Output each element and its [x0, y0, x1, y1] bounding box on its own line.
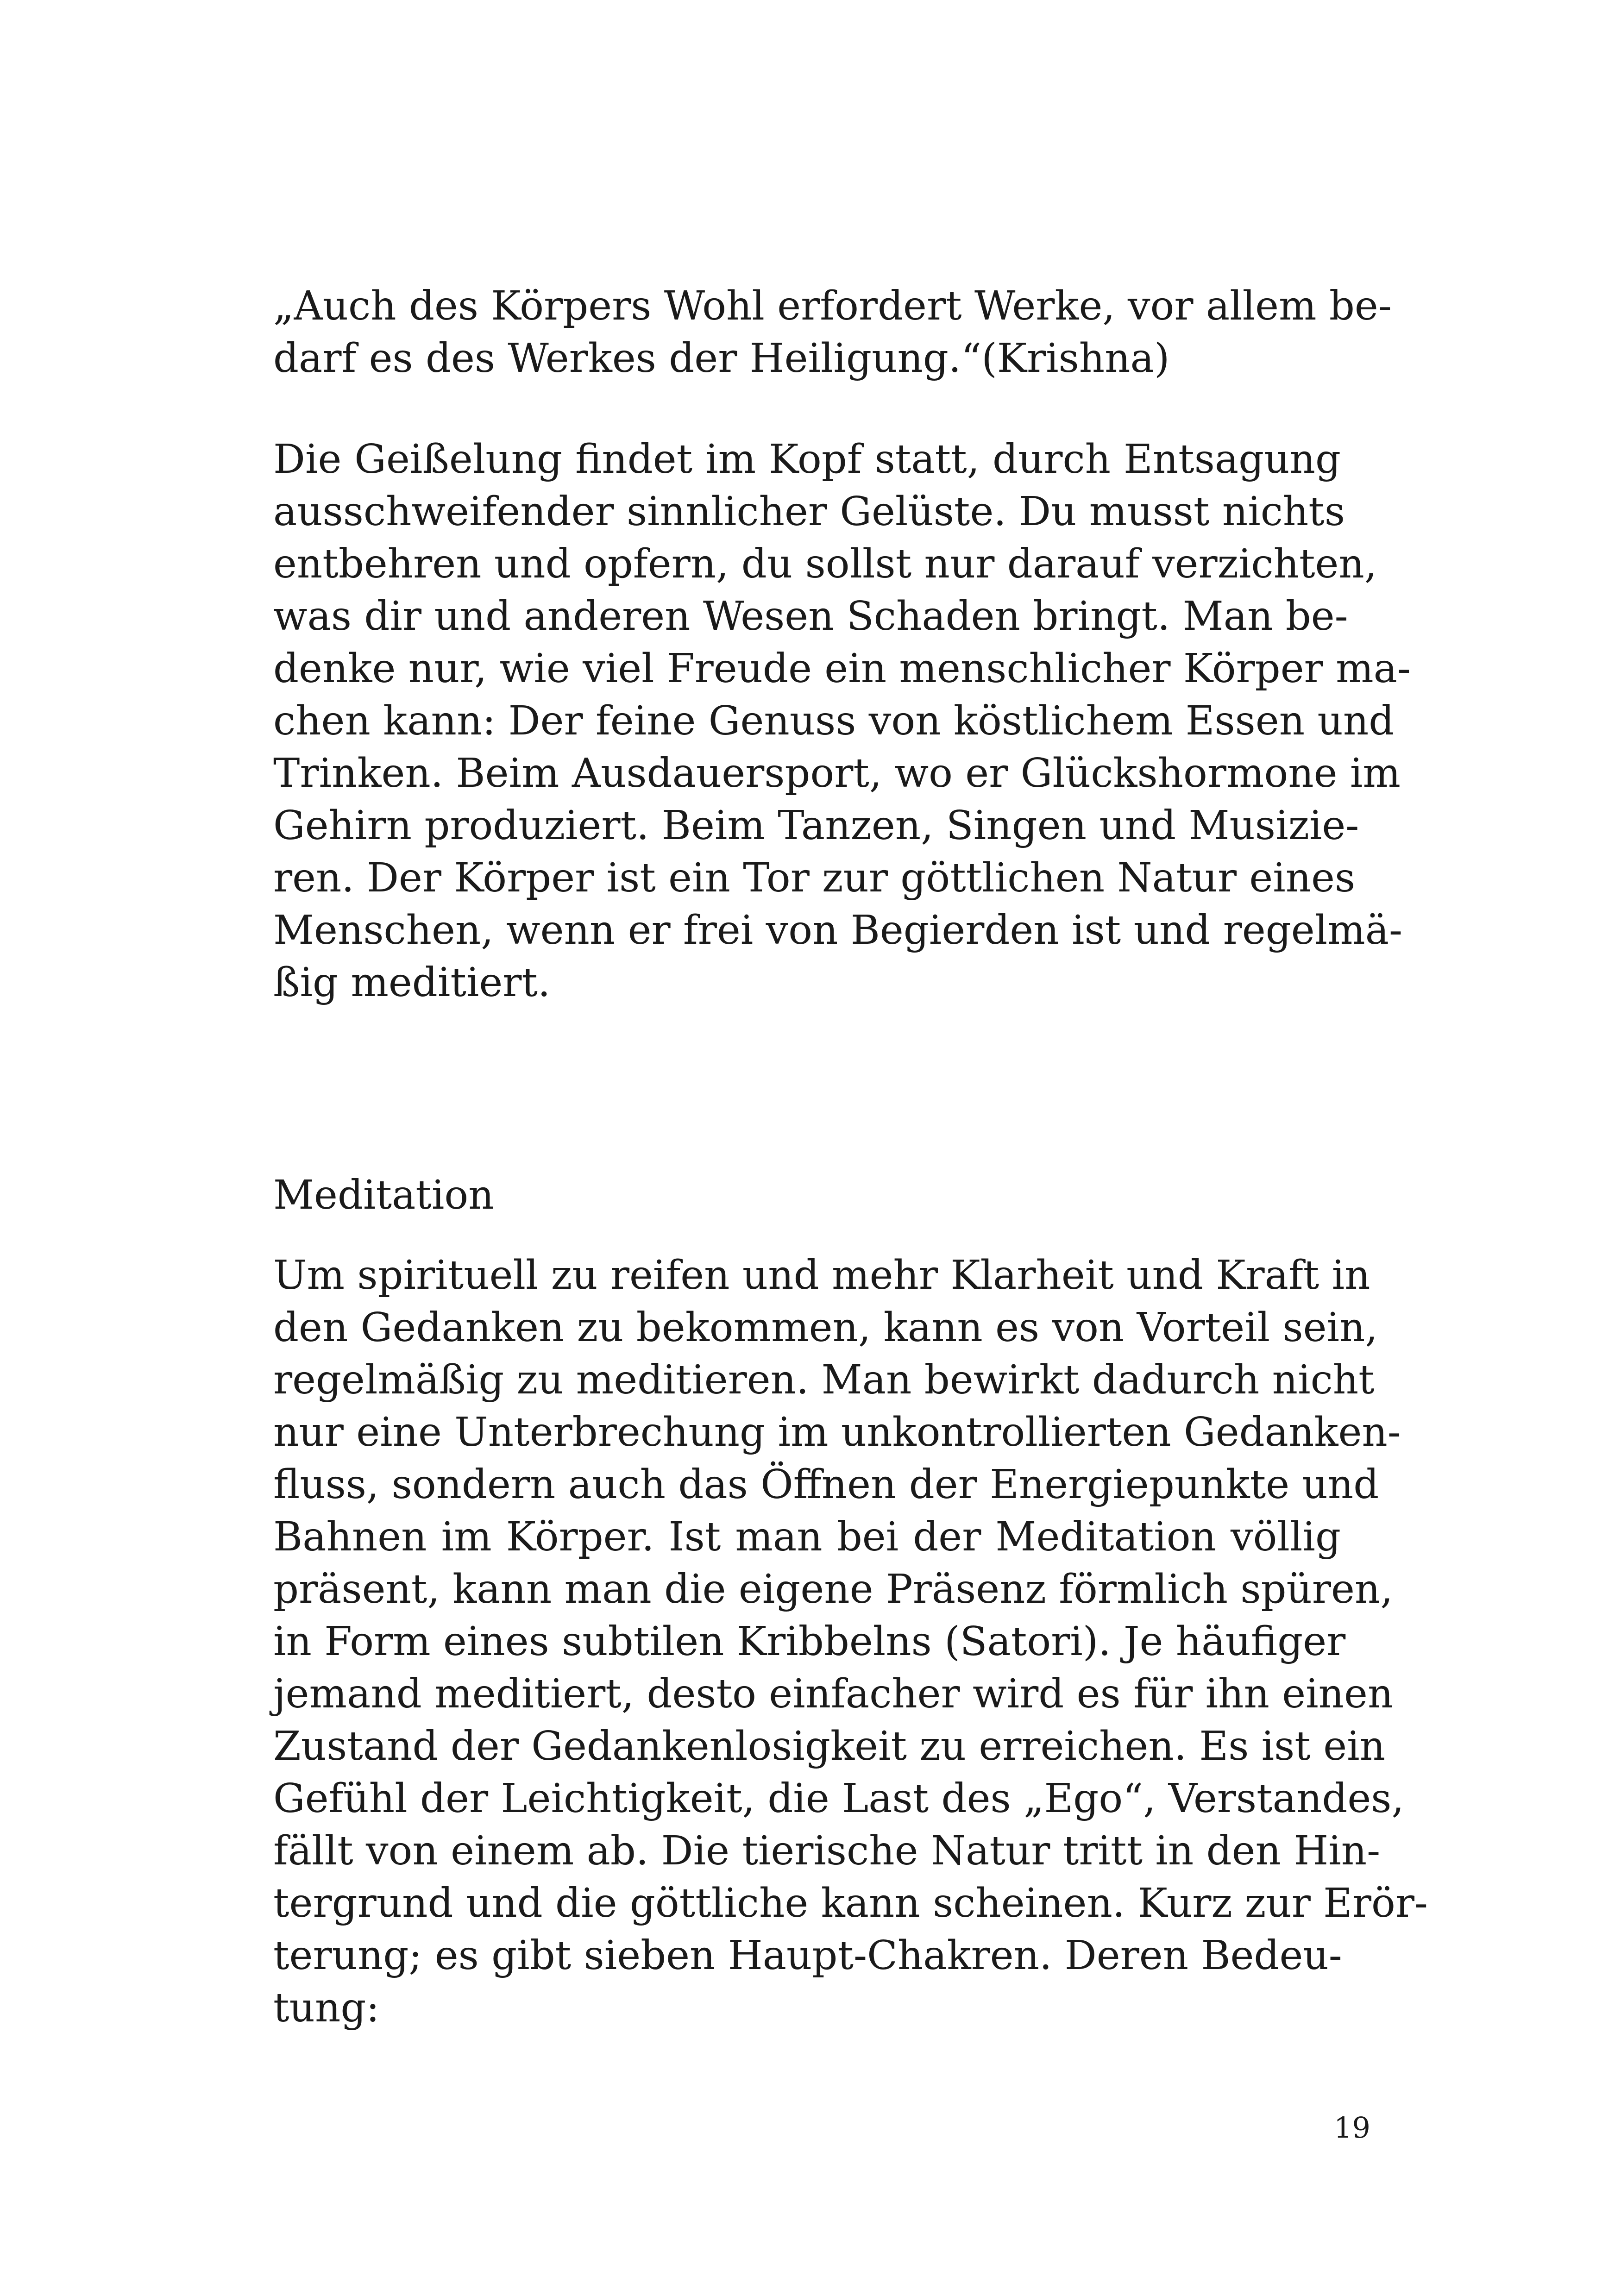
paragraph-line: Gefühl der Leichtigkeit, die Last des „Ego“, Verstandes,	[273, 1775, 1404, 1822]
paragraph-line: ausschweifender sinnlicher Gelüste. Du musst nichts	[273, 489, 1345, 535]
paragraph-line: fällt von einem ab. Die tierische Natur tritt in den Hin-	[273, 1828, 1381, 1874]
paragraph-line: chen kann: Der feine Genuss von köstlichem Essen und	[273, 698, 1395, 744]
page-number: 19	[1334, 2111, 1370, 2145]
paragraph-line: Menschen, wenn er frei von Begierden ist und regelmä-	[273, 907, 1403, 954]
paragraph-line: den Gedanken zu bekommen, kann es von Vorteil sein,	[273, 1305, 1378, 1351]
paragraph-line: denke nur, wie viel Freude ein menschlicher Körper ma-	[273, 646, 1411, 692]
paragraph-flagellation	[273, 433, 1411, 1009]
paragraph-line: regelmäßig zu meditieren. Man bewirkt dadurch nicht	[273, 1357, 1375, 1403]
paragraph-line: fluss, sondern auch das Öffnen der Energiepunkte und	[273, 1462, 1379, 1508]
paragraph-line: in Form eines subtilen Kribbelns (Satori). Je häufiger	[273, 1618, 1346, 1665]
paragraph-line: terung; es gibt sieben Haupt-Chakren. Deren Bedeu-	[273, 1932, 1342, 1979]
paragraph-line: entbehren und opfern, du sollst nur darauf verzichten,	[273, 541, 1377, 587]
paragraph-line: ßig meditiert.	[273, 960, 551, 1006]
paragraph-line: präsent, kann man die eigene Präsenz förmlich spüren,	[273, 1566, 1393, 1612]
paragraph-line: tergrund und die göttliche kann scheinen. Kurz zur Erör-	[273, 1880, 1428, 1926]
quote-line: „Auch des Körpers Wohl erfordert Werke, vor allem be-	[273, 283, 1392, 329]
paragraph-line: was dir und anderen Wesen Schaden bringt. Man be-	[273, 593, 1348, 640]
paragraph-line: nur eine Unterbrechung im unkontrollierten Gedanken-	[273, 1409, 1401, 1455]
paragraph-line: Zustand der Gedankenlosigkeit zu erreichen. Es ist ein	[273, 1723, 1385, 1769]
paragraph-line: Gehirn produziert. Beim Tanzen, Singen und Musizie-	[273, 803, 1359, 849]
paragraph-line: Bahnen im Körper. Ist man bei der Meditation völlig	[273, 1514, 1341, 1560]
paragraph-line: ren. Der Körper ist ein Tor zur göttlichen Natur eines	[273, 855, 1356, 901]
paragraph-line: jemand meditiert, desto einfacher wird es für ihn einen	[273, 1671, 1394, 1717]
section-heading-meditation: Meditation	[273, 1172, 494, 1218]
paragraph-line: Trinken. Beim Ausdauersport, wo er Glückshormone im	[273, 750, 1401, 797]
paragraph-meditation	[273, 1249, 1428, 2034]
paragraph-line: Um spirituell zu reifen und mehr Klarheit und Kraft in	[273, 1252, 1370, 1299]
krishna-quote	[273, 280, 1392, 385]
paragraph-line: tung:	[273, 1985, 380, 2031]
quote-line: darf es des Werkes der Heiligung.“(Krishna)	[273, 335, 1170, 382]
paragraph-line: Die Geißelung findet im Kopf statt, durch Entsagung	[273, 436, 1341, 483]
